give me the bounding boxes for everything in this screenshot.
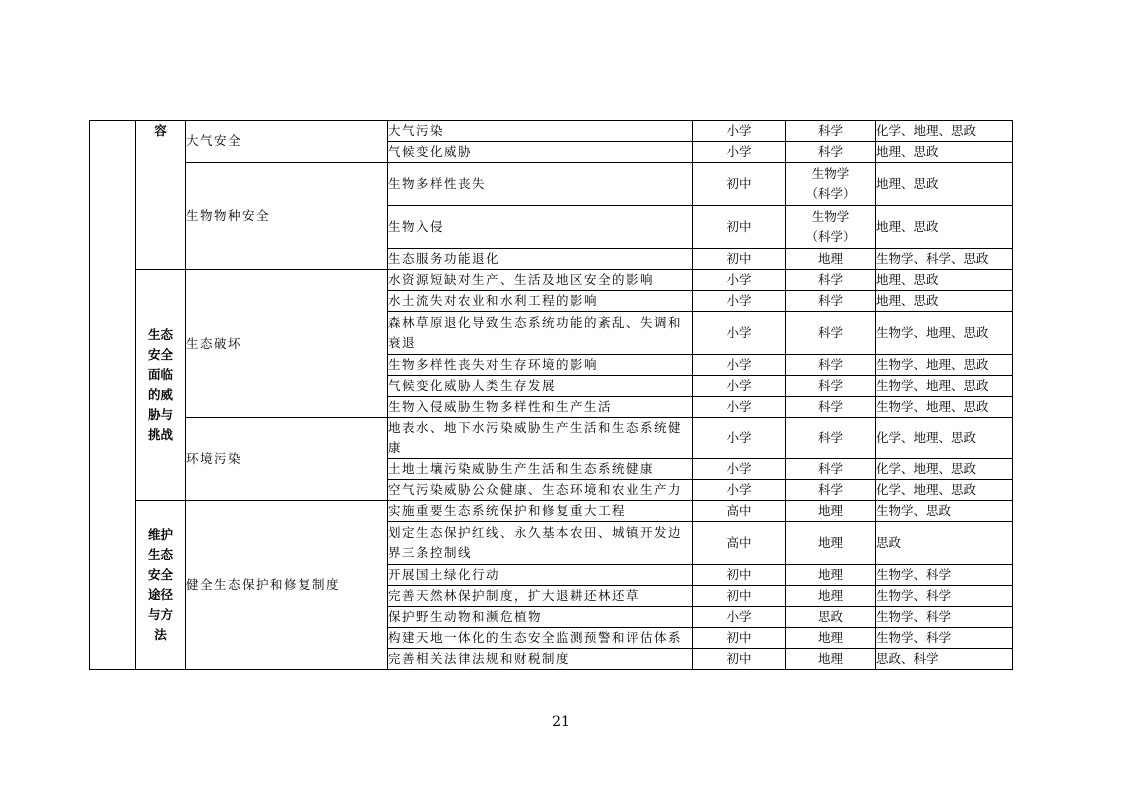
subject-cell: 生物学（科学） [786,163,876,206]
related-cell: 地理、思政 [876,270,1013,291]
theme-label: 生物物种安全 [186,163,388,270]
level-cell: 初中 [693,628,786,649]
curriculum-table [89,120,1013,670]
topic-cell: 完善相关法律法规和财税制度 [388,649,693,670]
level-cell: 小学 [693,397,786,418]
level-cell: 小学 [693,418,786,459]
subject-cell: 科学 [786,121,876,142]
level-cell: 小学 [693,312,786,355]
subject-cell: 科学 [786,397,876,418]
level-cell: 小学 [693,607,786,628]
topic-cell: 水土流失对农业和水利工程的影响 [388,291,693,312]
subject-cell: 思政 [786,607,876,628]
related-cell: 思政、科学 [876,649,1013,670]
related-cell: 生物学、科学 [876,628,1013,649]
topic-cell: 地表水、地下水污染威胁生产生活和生态系统健康 [388,418,693,459]
level-cell: 初中 [693,249,786,270]
table-row [90,121,1013,142]
table-row [90,501,1013,522]
subject-cell: 科学 [786,355,876,376]
level-cell: 高中 [693,522,786,565]
theme-label: 大气安全 [186,121,388,163]
level-cell: 小学 [693,480,786,501]
related-cell: 生物学、地理、思政 [876,376,1013,397]
related-cell: 生物学、思政 [876,501,1013,522]
subject-cell: 地理 [786,649,876,670]
table-row [90,270,1013,291]
related-cell: 化学、地理、思政 [876,459,1013,480]
subject-cell: 科学 [786,376,876,397]
level-cell: 初中 [693,586,786,607]
topic-cell: 保护野生动物和濒危植物 [388,607,693,628]
topic-cell: 土地土壤污染威胁生产生活和生态系统健康 [388,459,693,480]
topic-cell: 开展国土绿化行动 [388,565,693,586]
page-number: 21 [552,714,570,730]
level-cell: 小学 [693,121,786,142]
topic-cell: 生物入侵 [388,206,693,249]
related-cell: 生物学、科学、思政 [876,249,1013,270]
subject-cell: 科学 [786,270,876,291]
level-cell: 小学 [693,355,786,376]
related-cell: 地理、思政 [876,291,1013,312]
table-row [90,163,1013,206]
subject-cell: 科学 [786,142,876,163]
level-cell: 高中 [693,501,786,522]
level-cell: 小学 [693,376,786,397]
related-cell: 生物学、科学 [876,607,1013,628]
level-cell: 初中 [693,649,786,670]
subject-cell: 科学 [786,291,876,312]
table-row [90,418,1013,459]
theme-label: 生态破坏 [186,270,388,418]
subject-cell: 地理 [786,628,876,649]
level-cell: 小学 [693,291,786,312]
level-cell: 初中 [693,163,786,206]
theme-label: 健全生态保护和修复制度 [186,501,388,670]
subject-cell: 科学 [786,480,876,501]
subject-cell: 地理 [786,586,876,607]
section-label: 生态安全面临的威胁与挑战 [136,270,186,501]
level-cell: 小学 [693,459,786,480]
topic-cell: 生物入侵威胁生物多样性和生产生活 [388,397,693,418]
topic-cell: 生物多样性丧失 [388,163,693,206]
level-cell: 小学 [693,270,786,291]
topic-cell: 森林草原退化导致生态系统功能的紊乱、失调和衰退 [388,312,693,355]
topic-cell: 完善天然林保护制度，扩大退耕还林还草 [388,586,693,607]
related-cell: 思政 [876,522,1013,565]
related-cell: 地理、思政 [876,206,1013,249]
related-cell: 生物学、地理、思政 [876,397,1013,418]
level-cell: 小学 [693,142,786,163]
subject-cell: 地理 [786,249,876,270]
subject-cell: 地理 [786,565,876,586]
subject-cell: 科学 [786,418,876,459]
topic-cell: 大气污染 [388,121,693,142]
blank-column [90,121,136,670]
related-cell: 地理、思政 [876,163,1013,206]
subject-cell: 科学 [786,459,876,480]
subject-cell: 科学 [786,312,876,355]
topic-cell: 生态服务功能退化 [388,249,693,270]
topic-cell: 生物多样性丧失对生存环境的影响 [388,355,693,376]
related-cell: 生物学、地理、思政 [876,355,1013,376]
topic-cell: 气候变化威胁 [388,142,693,163]
topic-cell: 水资源短缺对生产、生活及地区安全的影响 [388,270,693,291]
theme-label: 环境污染 [186,418,388,501]
section-label: 容 [136,121,186,270]
subject-cell: 地理 [786,522,876,565]
topic-cell: 划定生态保护红线、永久基本农田、城镇开发边界三条控制线 [388,522,693,565]
related-cell: 化学、地理、思政 [876,121,1013,142]
related-cell: 化学、地理、思政 [876,480,1013,501]
topic-cell: 构建天地一体化的生态安全监测预警和评估体系 [388,628,693,649]
related-cell: 地理、思政 [876,142,1013,163]
section-label: 维护生态安全途径与方法 [136,501,186,670]
subject-cell: 地理 [786,501,876,522]
related-cell: 化学、地理、思政 [876,418,1013,459]
related-cell: 生物学、地理、思政 [876,312,1013,355]
topic-cell: 实施重要生态系统保护和修复重大工程 [388,501,693,522]
subject-cell: 生物学（科学） [786,206,876,249]
topic-cell: 气候变化威胁人类生存发展 [388,376,693,397]
related-cell: 生物学、科学 [876,586,1013,607]
related-cell: 生物学、科学 [876,565,1013,586]
topic-cell: 空气污染威胁公众健康、生态环境和农业生产力 [388,480,693,501]
level-cell: 初中 [693,206,786,249]
level-cell: 初中 [693,565,786,586]
